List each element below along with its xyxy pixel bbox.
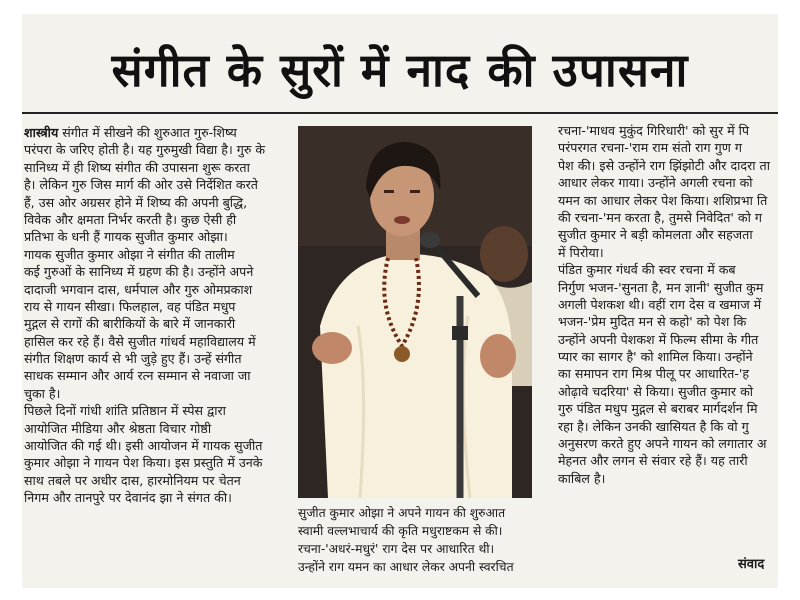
column-left-first-line — [24, 124, 282, 141]
column-left-line: कुमार ओझा ने गायन पेश किया। इस प्रस्तुति में उनके — [24, 455, 263, 471]
column-left-line: पिछले दिनों गांधी शांति प्रतिष्ठान में स्पेस द्वारा — [24, 403, 226, 419]
singer-photo — [298, 126, 532, 498]
column-left-line: साथ तबले पर अधीर दास, हारमोनियम पर चेतन — [24, 472, 241, 488]
column-right-line: अनुसरण करते हुए अपने गायन को लगातार अ — [558, 436, 767, 452]
column-left-line: साधक सम्मान और आर्य रत्न सम्मान से नवाजा जा — [24, 368, 251, 384]
column-left-line: गायक सुजीत कुमार ओझा ने संगीत की तालीम — [24, 246, 235, 262]
column-left-line: प्रतिभा के धनी हैं गायक सुजीत कुमार ओझा। — [24, 229, 228, 245]
lead-word: शास्त्रीय — [24, 125, 59, 140]
column-right-line: उन्होंने अपनी पेशकश में फिल्म सीमा के गीत — [558, 331, 759, 347]
headline: संगीत के सुरों में नाद की उपासना — [111, 43, 689, 97]
column-right-line: अगली पेशकश थी। वहीं राग देस व खमाज में — [558, 296, 762, 312]
column-right-line: मेहनत और लगन से संवार रहे हैं। यह तारी — [558, 453, 748, 469]
column-left-line: दादाजी भगवान दास, धर्मपाल और गुरु ओमप्रकाश — [24, 281, 253, 297]
column-right-line: आधार लेकर गाया। उन्होंने अगली रचना को — [558, 175, 753, 191]
byline-signature: संवाद — [738, 557, 765, 572]
column-right-line: गुरु पंडित मधुप मुद्गल से बराबर मार्गदर्शन मि — [558, 401, 758, 417]
column-left-line: आयोजित मीडिया और श्रेष्ठता विचार गोष्ठी — [24, 420, 212, 436]
column-left-line: है। लेकिन गुरु जिस मार्ग की ओर उसे निर्देशित करते — [24, 177, 258, 193]
column-left-line: आयोजित की गई थी। इसी आयोजन में गायक सुजीत — [24, 438, 263, 454]
photo-caption — [298, 504, 546, 576]
caption-line: सुजीत कुमार ओझा ने अपने गायन की शुरुआत — [298, 506, 506, 520]
column-left-line: हासिल कर रहे हैं। वैसे सुजीत गांधर्व महाविद्यालय में — [24, 333, 256, 349]
column-right-line: यमन का आधार लेकर पेश किया। शशिप्रभा ति — [558, 192, 768, 208]
column-left-line: निगम और तानपुरे पर देवानंद झा ने संगत की। — [24, 490, 232, 506]
column-left-line: हैं, उस ओर अग्रसर होने में शिष्य की अपनी बुद्धि, — [24, 194, 248, 210]
column-right-line: में पिरोया। — [558, 244, 604, 260]
column-right-line: की रचना-'मन करता है, तुमसे निवेदित' को ग — [558, 209, 762, 225]
singer-illustration — [298, 126, 532, 498]
column-left-line: परंपरा के जरिए होती है। यह गुरुमुखी विद्या है। गुरु के — [24, 142, 266, 158]
caption-line: रचना-'अधरं-मधुरं' राग देस पर आधारित थी। — [298, 542, 495, 556]
column-left-line: कई गुरुओं के सानिध्य में ग्रहण की है। उन्होंने अपने — [24, 264, 254, 280]
column-left-line: चुका है। — [24, 385, 61, 401]
column-right-line: का समापन राग मिश्र पीलू पर आधारित-'ह — [558, 366, 750, 382]
column-left-line: राय से गायन सीखा। फिलहाल, वह पंडित मधुप — [24, 298, 236, 314]
column-left-line: विवेक और क्षमता निर्भर करती है। कुछ ऐसी ही — [24, 211, 237, 227]
column-right-line: निर्गुण भजन-'सुनता है, मन ज्ञानी' सुजीत कुम — [558, 279, 764, 295]
column-right-line: पेश की। इसे उन्होंने राग झिंझोटी और दादरा ता — [558, 157, 770, 173]
column-left-line: सानिध्य में ही शिष्य संगीत की उपासना शुरू करता — [24, 159, 250, 175]
column-right-line: प्यार का सागर है' को शामिल किया। उन्होंने — [558, 349, 753, 365]
column-right-line: रचना-'माधव मुकुंद गिरिधारी' को सुर में पि — [558, 123, 750, 138]
headline-rule — [22, 112, 778, 114]
column-left-line: मुद्गल से रागों की बारीकियों के बारे में जानकारी — [24, 316, 236, 332]
column-right-line: पंडित कुमार गंधर्व की स्वर रचना में कब — [558, 262, 736, 278]
column-right-line: सुजीत कुमार ने बड़ी कोमलता और सहजता — [558, 227, 753, 243]
column-right-line: परंपरगत रचना-'राम राम संतो राग गुण ग — [558, 140, 742, 156]
caption-line: स्वामी वल्लभाचार्य की कृति मधुराष्टकम से की। — [298, 524, 503, 538]
newspaper-clipping — [22, 14, 778, 588]
article-column-right — [558, 122, 778, 487]
column-left-line: संगीत शिक्षण कार्य से भी जुड़े हुए हैं। उन्हें संगीत — [24, 351, 242, 367]
article-column-left — [24, 124, 282, 507]
column-right-line: रहा है। लेकिन उनकी खासियत है कि वो गु — [558, 418, 749, 434]
column-right-line: काबिल है। — [558, 470, 606, 486]
first-line-text: संगीत में सीखने की शुरुआत गुरु-शिष्य — [58, 125, 237, 140]
column-right-line: भजन-'प्रेम मुदित मन से कहो' को पेश कि — [558, 314, 747, 330]
column-right-line: ओढ़ावे चदरिया' से किया। सुजीत कुमार को — [558, 383, 754, 399]
caption-line: उन्होंने राग यमन का आधार लेकर अपनी स्वरचित — [298, 560, 514, 574]
